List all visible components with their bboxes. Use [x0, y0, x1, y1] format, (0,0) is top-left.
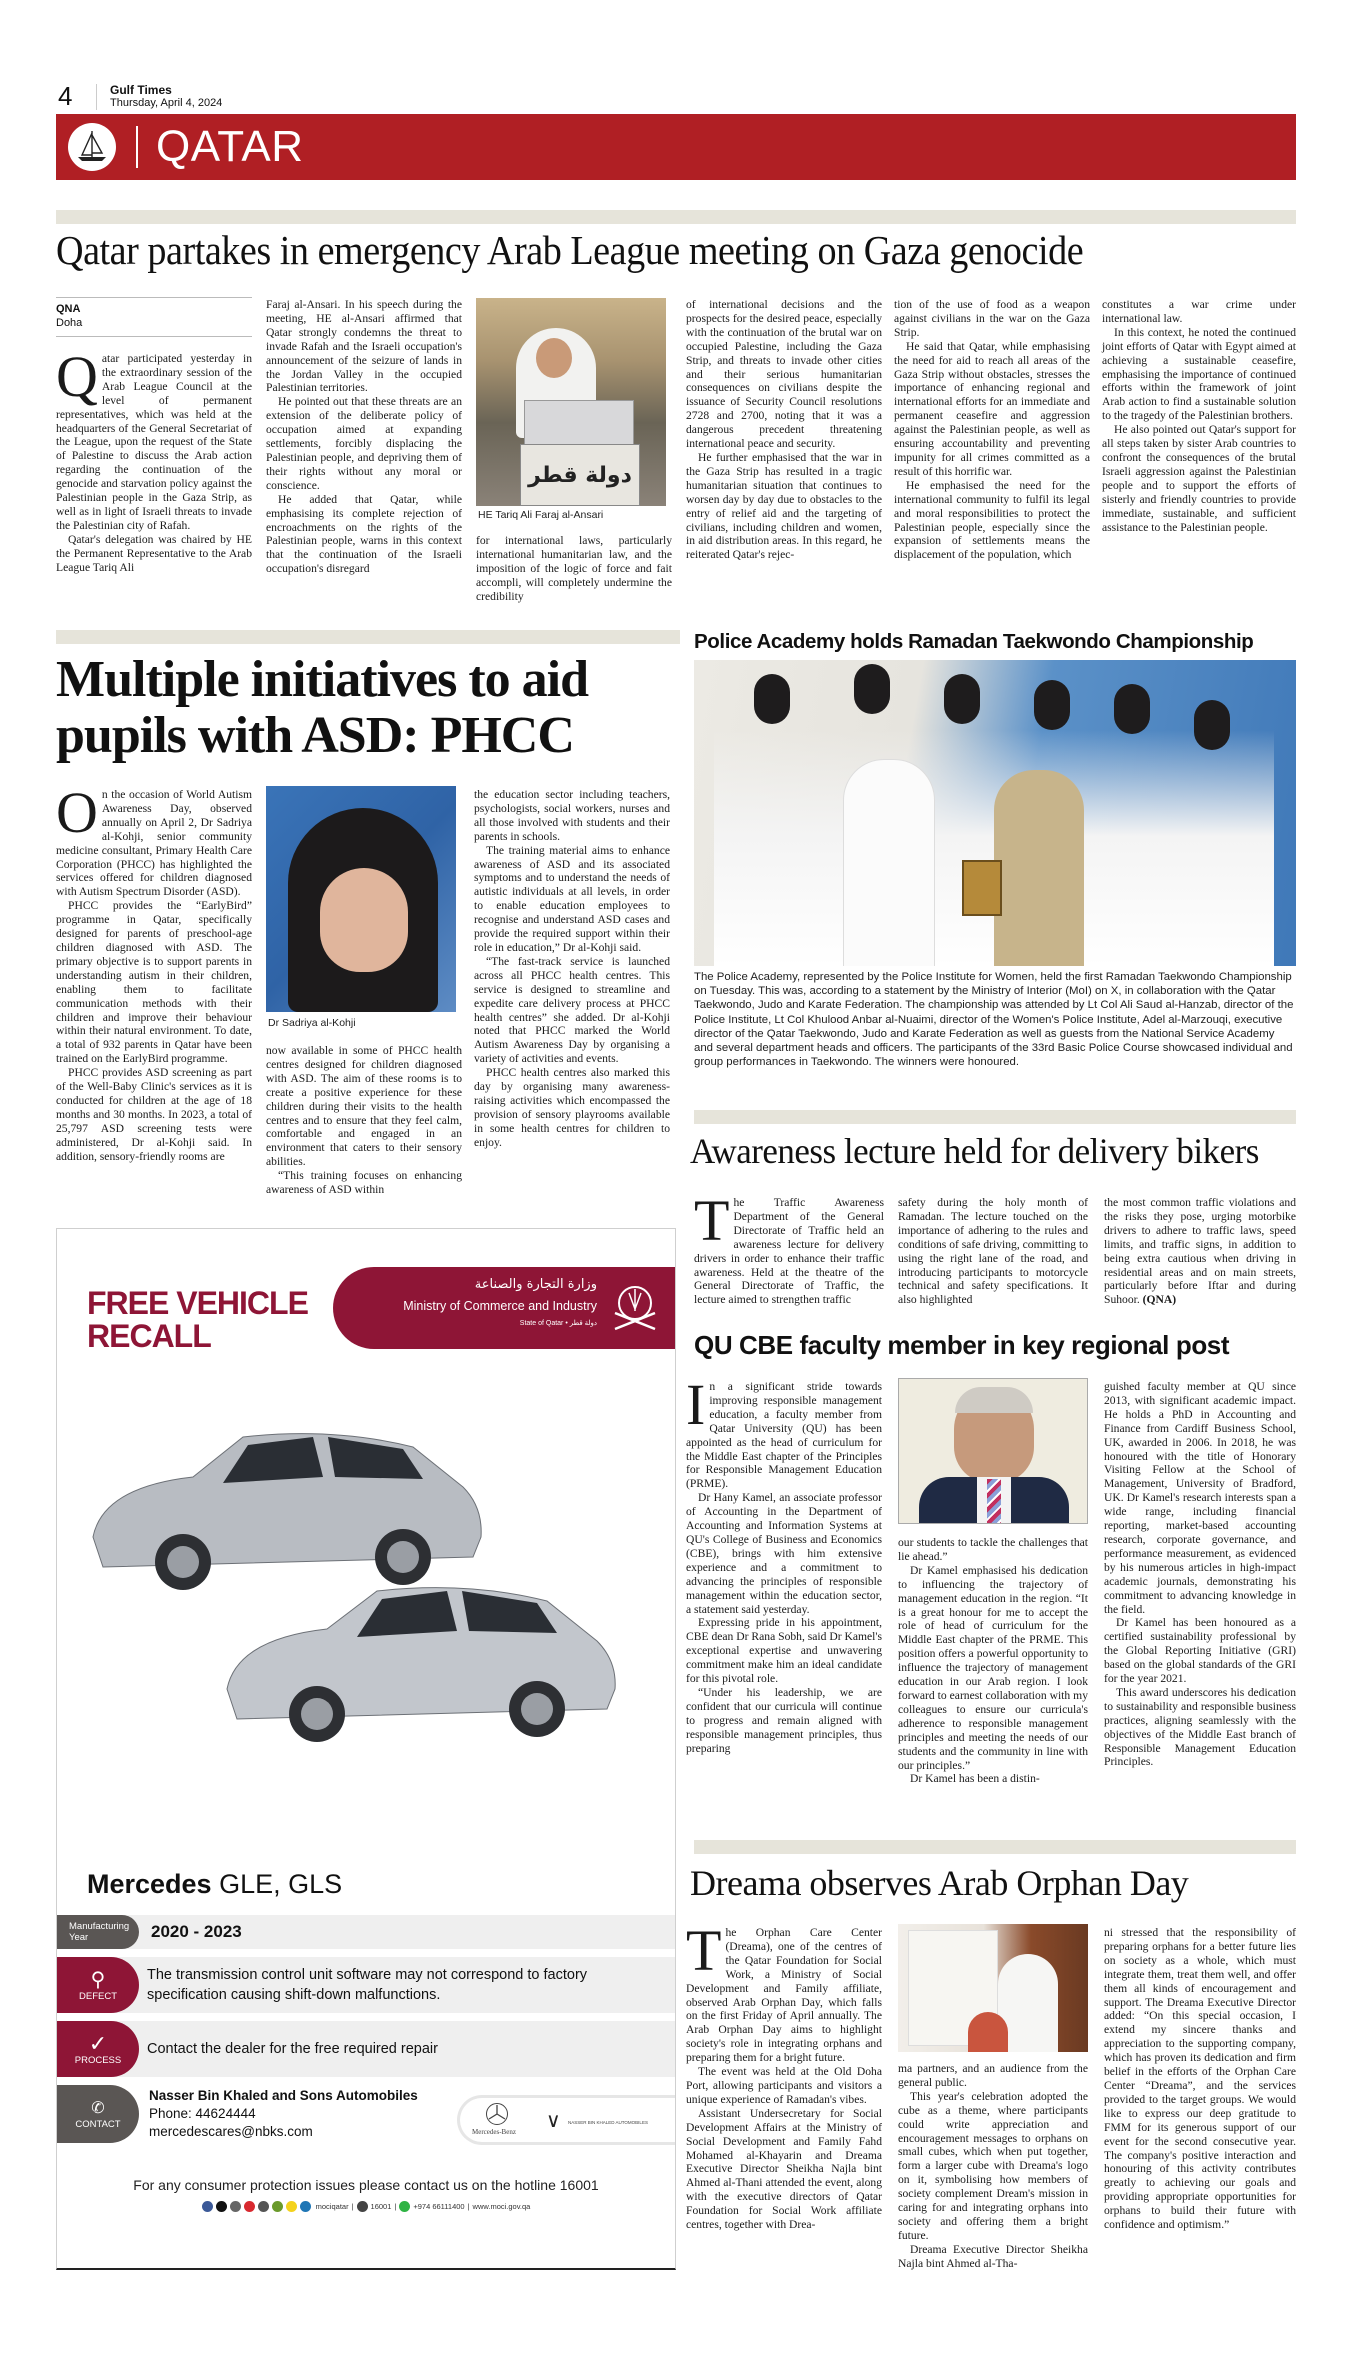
gaza-col-2: Faraj al-Ansari. In his speech during the meeting, HE al-Ansari affirmed that Qatar strongly condemns the threat to invade Rafah and the Israeli occupation's announcement of the seizure of lands in the Jordan Valley in the occupied Palestinian territories. He pointed out that these threats are an extension of the deliberate policy of occupation aimed at expanding settlements, forcibly displacing the Palestinian people, and depriving them of their rights without any moral or conscience. He added that Qatar, while emphasising its complete rejection of encroachments on the rights of the Palestinian people, warns in this context that the continuation of the Israeli occupation's disregard: [266, 298, 462, 576]
photo-caption: The Police Academy, represented by the Police Institute for Women, held the first Ramadan Taekwondo Championship on Tuesday. This was, according to a statement by the Ministry of Interior (MoI) on X, in collaboration with the Qatar Taekwondo, Judo and Karate Federation. The championship was attended by Lt Col Ali Saud al-Hanzab, director of the Police Institute, Lt Col Khulood Anbar al-Nuaimi, director of the Women's Police Institute, Adel al-Marzouqi, executive director of the Qatar Taekwondo, Judo and Karate Federation as well as guests from the National Service Academy and several department heads and officers. The participants of the 33rd Basic Police Course showcased individual and group performances in Taekwondo. The winners were honoured.: [694, 971, 1294, 1069]
whatsapp-icon[interactable]: [399, 2201, 410, 2212]
bikers-col-1: T he Traffic Awareness Department of the General Directorate of Traffic held an awareness lecture for delivery drivers in order to enhance their traffic awareness. Held at the theatre of the General Directorate of Traffic, the lecture aimed to strengthen traffic: [694, 1188, 884, 1307]
bikers-col-2: safety during the holy month of Ramadan. The lecture touched on the importance of adhering to the rules and conditions of safe driving, committing to using the right lane of the road, and introducing participants to motorcycle technical and safety specifications. It also highlighted: [898, 1196, 1088, 1307]
vehicle-recall-advert: [56, 1228, 676, 2270]
website-link[interactable]: www.moci.gov.qa: [472, 2202, 531, 2211]
byline-rule-top: [56, 297, 252, 298]
search-icon: ⚲: [90, 1968, 106, 1991]
checkmark-icon: ✓: [88, 2030, 108, 2056]
section-divider: [56, 210, 1296, 224]
gaza-col-5: tion of the use of food as a weapon against civilians in the war on the Gaza Strip. He said that Qatar, while emphasising the need for aid to reach all areas of the Gaza Strip without obstacles, stresses the importance of enhancing regional and international efforts for an immediate and permanent ceasefire and aggression against the Palestinian people, as well as ensuring accountability and preventing impunity for all crimes committed as a result of this horrific war. He emphasised the need for the international community to fulfil its legal and moral responsibilities to protect the Palestinian people, especially since the expansion of settlements means the displacement of the population, which: [894, 298, 1090, 562]
section-divider: [694, 1110, 1296, 1124]
qu-col-3: guished faculty member at QU since 2013, with significant academic impact. He holds a PhD in Accounting and Finance from Cardiff Business School, UK, awarded in 2006. In 2018, he was honoured with the title of Honorary Visiting Fellow at the School of Management, University of Bradford, UK. Dr Kamel's research interests span a wide range, including financial reporting, market-based accounting research, corporate governance, and performance measurement, as evidenced by his numerous articles in high-impact academic journals, demonstrating his commitment to advancing knowledge in the field. Dr Kamel has been honoured as a certified sustainability professional by the Global Reporting Initiative (GRI) based on the global standards of the GRI for the year 2021. This award underscores his dedication to sustainability and responsible business practices, aligning seamlessly with the objectives of the Middle East branch of Responsible Management Education Principles.: [1104, 1380, 1296, 1769]
photo-hany-kamel: [898, 1378, 1088, 1524]
snapchat-icon[interactable]: [286, 2201, 297, 2212]
android-icon[interactable]: [272, 2201, 283, 2212]
photo-al-kohji: [266, 786, 456, 1012]
dropcap: I: [686, 1372, 706, 1437]
headline-qu: QU CBE faculty member in key regional post: [694, 1330, 1230, 1360]
facebook-icon[interactable]: [202, 2201, 213, 2212]
byline-source: QNA: [56, 303, 81, 315]
dreama-col-1: T he Orphan Care Center (Dreama), one of the centres of the Qatar Foundation for Social Work, a Ministry of Social Development and Family affiliate, observed Arab Orphan Day, which falls on the first Friday of April annually. The Arab Orphan Day aims to highlight society's role in integrating orphans and preparing them for a bright future. The event was held at the Old Doha Port, allowing participants and visitors a unique experience of Ramadan's vibes. Assistant Undersecretary for Social Development Affairs at the Ministry of Social Development and Family Fahd Mohamed al-Khayarin and Dreama Executive Director Sheikha Najla bint Ahmed al-Thani attended the event, along with the executive directors of Qatar Foundation for Social Work affiliate centres, together with Drea-: [686, 1918, 882, 2232]
paper-name: Gulf Times: [110, 83, 172, 97]
dropcap: T: [686, 1918, 722, 1983]
headline-asd: Multiple initiatives to aid pupils with ASD: PHCC: [56, 651, 588, 764]
nameplate: دولة قطر: [520, 444, 640, 506]
section-banner: [56, 114, 1296, 180]
instagram-icon[interactable]: [230, 2201, 241, 2212]
dropcap: T: [694, 1188, 730, 1253]
gaza-col-6: constitutes a war crime under international law. In this context, he noted the continued joint efforts of Qatar with Egypt aimed at achieving a sustainable ceasefire, emphasising the importance of continued efforts within the framework of joint Arab action to find a sustainable solution to the tragedy of the Palestinian brothers. He also pointed out Qatar's support for all steps taken by sister Arab countries to confront the consequences of the brutal Israeli aggression against the Palestinian people and to support the efforts of sisterly and friendly countries to provide immediate, sustainable, and sufficient assistance to the Palestinian people.: [1102, 298, 1296, 534]
x-icon[interactable]: [216, 2201, 227, 2212]
row-manufacturing-year: Manufacturing Year 2020 - 2023: [57, 1915, 675, 1949]
headline-gaza: Qatar partakes in emergency Arab League meeting on Gaza genocide: [56, 227, 1084, 273]
apple-icon[interactable]: [258, 2201, 269, 2212]
row-defect: ⚲ DEFECT The transmission control unit software may not correspond to factory specification causing shift-down malfunctions.: [57, 1957, 675, 2013]
asd-col-1: O n the occasion of World Autism Awareness Day, observed annually on April 2, Dr Sadriya al-Kohji, senior community medicine consultant, Primary Health Care Corporation (PHCC) has highlighted the services offered for children diagnosed with Autism Spectrum Disorder (ASD). PHCC provides the “EarlyBird” programme in Qatar, specifically designed for parents of preschool-age children diagnosed with ASD. The primary objective is to support parents in understanding autism in their children, enabling them to facilitate communication methods with their children and improve their behaviour within their natural environment. To date, a total of 932 parents in Qatar have been trained on the EarlyBird programme. PHCC provides ASD screening as part of the Well-Baby Clinic's services as it is conducted for children at the age of 18 months and 30 months. In 2023, a total of 25,797 ASD screening tests were administered, Dr al-Kohji said. In addition, sensory-friendly rooms are: [56, 780, 252, 1163]
section-divider: [694, 1840, 1296, 1854]
social-bar: mociqatar | 16001 | +974 66111400 | www.moci.gov.qa: [57, 2201, 675, 2212]
dropcap: O: [56, 780, 98, 845]
masthead-divider: [96, 84, 97, 110]
section-title: QATAR: [156, 122, 304, 171]
headline-bikers: Awareness lecture held for delivery bikers: [690, 1131, 1259, 1171]
headline-dreama: Dreama observes Arab Orphan Day: [690, 1863, 1189, 1903]
dealer-logos: Mercedes-Benz ∨ NASSER BIN KHALED AUTOMOBILES: [457, 2095, 675, 2145]
gaza-col-3: for international laws, particularly international humanitarian law, and the imposition of the logic of force and fait accompli, will completely undermine the credibility: [476, 534, 672, 603]
dreama-col-2: ma partners, and an audience from the general public. This year's celebration adopted the cube as a theme, where participants could write appreciation and encouragement messages to orphans on small cubes, which when put together, form a larger cube with Dreama's logo on it, symbolising how members of society complement Dream's mission in caring for and integrating orphans into society and offering them a bright future. Dreama Executive Director Sheikha Najla bint Ahmed al-Tha-: [898, 2062, 1088, 2270]
phone-icon: [357, 2201, 368, 2212]
asd-col-3: the education sector including teachers, psychologists, social workers, nurses and all those involved with students and their parents in schools. The training material aims to enhance awareness of ASD and its associated symptoms and to understand the needs of autistic individuals at all levels, in order to enable education employees to recognise and understand ASD cases and provide the required support within their role in education,” Dr al-Kohji said. “The fast-track service is launched across all PHCC health centres. This service is designed to streamline and expedite care delivery process at PHCC health centres” she added. Dr al-Kohji noted that PHCC marked the World Autism Awareness Day by organising a variety of activities and events. PHCC health centres also marked this day by organising many awareness-raising activities which encompassed the provision of sensory playrooms available in some health centres for children to enjoy.: [474, 788, 670, 1149]
photo-caption: Dr Sadriya al-Kohji: [268, 1017, 356, 1029]
gaza-col-1: Q atar participated yesterday in the extraordinary session of the Arab League Council at the level of permanent representatives, which was held at the headquarters of the General Secretariat of the League, upon the request of the State of Palestine to discuss the Arab action regarding the continuation of the genocide and starvation policy against the Palestinian people in the Gaza Strip, as well as in light of Israeli threats to invade the Palestinian city of Rafah. Qatar's delegation was chaired by HE the Permanent Representative to the Arab League Tariq Ali: [56, 344, 252, 574]
photo-caption: HE Tariq Ali Faraj al-Ansari: [478, 509, 604, 521]
ministry-badge: وزارة التجارة والصناعة Ministry of Commerce and Industry State of Qatar • دولة قطر: [333, 1267, 675, 1349]
qu-col-2: our students to tackle the challenges that lie ahead.” Dr Kamel emphasised his dedication to influencing the trajectory of management education in the region. “It is a great honour for me to accept the role of head of curriculum for the Middle East chapter of the PRME. This position offers a powerful opportunity to influence the trajectory of management education in our Arab region. I look forward to earnest collaboration with my colleagues to ensure our curricula's adherence to responsible management principles and meeting the needs of our students and the community in line with our principles.” Dr Kamel has been a distin-: [898, 1536, 1088, 1786]
gaza-col-4: of international decisions and the prospects for the desired peace, especially with the continuation of the brutal war on occupied Palestine, including the Gaza Strip, and threats to invade other cities and their serious humanitarian consequences on civilians despite the issuance of Security Council resolutions 2728 and 2700, noting that it was a dangerous precedent threatening international peace and security. He further emphasised that the war in the Gaza Strip has resulted in a tragic humanitarian situation that continues to worsen day by day due to obstacles to the entry of relief aid and the targeting of civilians, including children and women, in aid distribution areas. In this regard, he reiterated Qatar's rejec-: [686, 298, 882, 562]
nbk-logo-icon: ∨: [546, 2108, 561, 2132]
page-number: 4: [58, 81, 73, 111]
hotline-text: For any consumer protection issues please contact us on the hotline 16001: [133, 2177, 599, 2193]
ad-title: FREE VEHICLE RECALL: [87, 1285, 308, 1354]
dealer-email-link[interactable]: mercedescares@nbks.com: [149, 2124, 313, 2139]
headline-police: Police Academy holds Ramadan Taekwondo Championship: [694, 630, 1254, 653]
section-divider: [56, 630, 680, 644]
dhow-ship-icon: [68, 123, 116, 171]
banner-divider: [136, 126, 138, 168]
photo-dreama-event: [898, 1924, 1088, 2052]
source-tag: (QNA): [1142, 1293, 1177, 1307]
phone-icon: ✆: [91, 2099, 105, 2117]
row-process: ✓ PROCESS Contact the dealer for the free required repair: [57, 2021, 675, 2077]
dropcap: Q: [56, 344, 98, 409]
qatar-emblem-icon: [609, 1279, 661, 1337]
bikers-col-3: the most common traffic violations and the risks they pose, urging motorbike drivers to adhere to traffic laws, speed limits, and traffic signs, in addition to being extra cautious when driving in residential areas and on main streets, particularly before Iftar and during Suhoor. (QNA): [1104, 1196, 1296, 1307]
mercedes-star-icon: [486, 2103, 508, 2125]
youtube-icon[interactable]: [244, 2201, 255, 2212]
photo-taekwondo: [694, 660, 1296, 966]
linkedin-icon[interactable]: [300, 2201, 311, 2212]
qu-col-1: I n a significant stride towards improving responsible management education, a faculty member from Qatar University (QU) has been appointed as the head of curriculum for the Middle East chapter of the Principles for Responsible Management Education (PRME). Dr Hany Kamel, an associate professor of Accounting in the Department of Accounting and Information Systems at QU's College of Business and Economics (CBE), brings with him extensive experience and a commitment to advancing the principles of responsible management within the education sector, a statement said yesterday. Expressing pride in his appointment, CBE dean Dr Rana Sobh, said Dr Kamel's exceptional expertise and unwavering commitment make him an ideal candidate for this pivotal role. “Under his leadership, we are confident that our curricula will continue to progress and remain aligned with responsible management principles, thus preparing: [686, 1372, 882, 1755]
asd-col-2: now available in some of PHCC health centres designed for children diagnosed with ASD. The aim of these rooms is to create a positive experience for these children during their visits to the health centres and to ensure that they feel calm, comfortable and engaged in an environment that caters to their sensory abilities. “This training focuses on enhancing awareness of ASD within: [266, 1044, 462, 1197]
byline-rule-bottom: [56, 336, 252, 337]
row-contact: ✆ CONTACT Nasser Bin Khaled and Sons Automobiles Phone: 44624444 mercedescares@nbks.com: [57, 2085, 675, 2143]
photo-al-ansari: [476, 298, 666, 506]
issue-date: Thursday, April 4, 2024: [110, 97, 223, 109]
model-name: Mercedes GLE, GLS: [87, 1869, 343, 1899]
dreama-col-3: ni stressed that the responsibility of preparing orphans for a better future lies on society as a whole, which must integrate them, treat them well, and offer them all kinds of encouragement and support. The Dreama Executive Director added: “On this special occasion, I extend my sincere thanks and appreciation to the supporting company, which has proven its dedication and firm belief in the efforts of the Orphan Care Center “Dreama”, and the services provided to the target groups. We would like to express our deep gratitude to FMM for its generous support of our event for the second consecutive year. The company's positive interaction and honouring of this activity contributes greatly to achieving our goals and providing appropriate opportunities for orphans to build their future with confidence and optimism.”: [1104, 1926, 1296, 2232]
car-image-gle: [207, 1569, 627, 1749]
byline-dateline: Doha: [56, 317, 83, 329]
